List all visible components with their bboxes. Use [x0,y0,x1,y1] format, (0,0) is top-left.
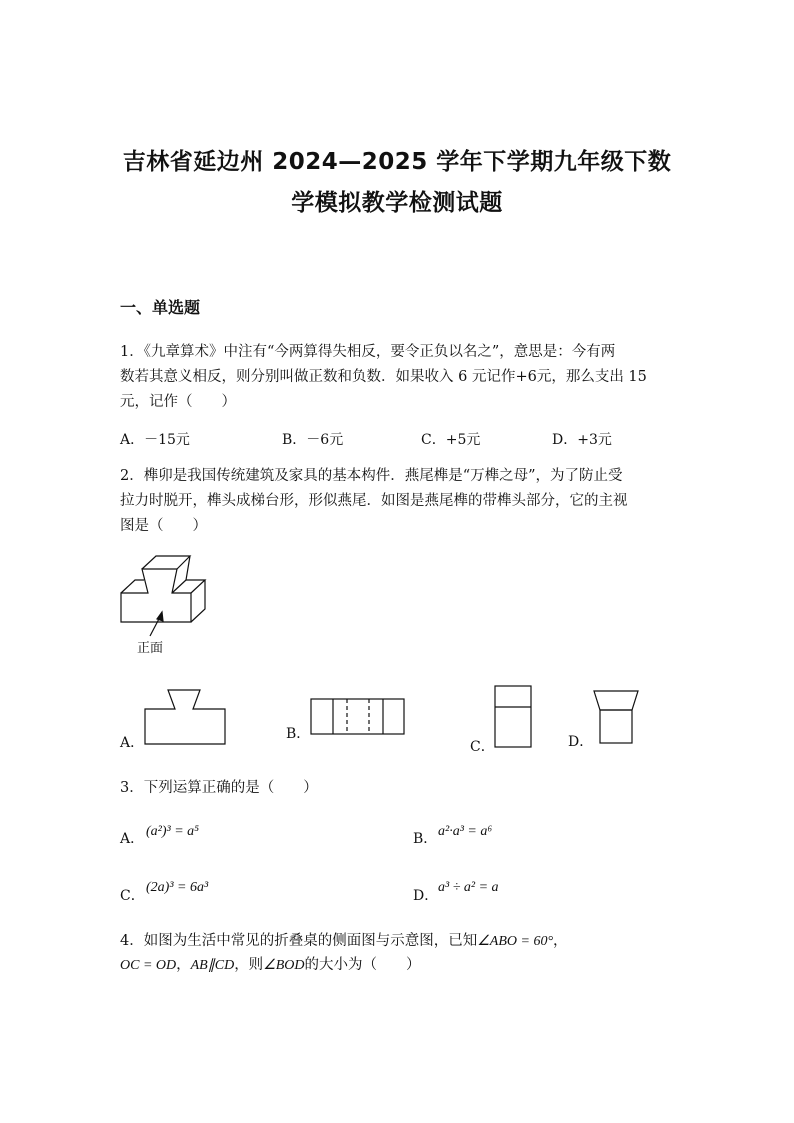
question-3-option-c-expr: (2a)³ = 6a³ [146,880,209,895]
section-heading: 一、单选题 [120,298,201,317]
question-4-sep: ， [176,957,191,973]
question-3-option-c-label: C． [120,888,145,904]
question-1-line-3: 元，记作（ ） [120,394,236,410]
question-1-option-b: B．－6元 [282,432,344,448]
question-2-option-b-label: B． [286,726,311,742]
angle-abo-expr: ∠ABO = 60° [477,934,554,949]
question-4-comma: ， [553,933,568,949]
question-1-option-a: A．－15元 [120,432,190,448]
question-4-text-b: ，则 [234,957,264,973]
question-4-text-a: 4．如图为生活中常见的折叠桌的侧面图与示意图，已知 [120,933,478,949]
question-4-line-1 [120,928,568,955]
question-1-option-d: D．+3元 [552,432,612,448]
ab-parallel-cd-expr: AB∥CD [190,958,235,973]
question-1-line-2: 数若其意义相反，则分别叫做正数和负数．如果收入 6 元记作+6元，那么支出 15 [120,369,647,385]
question-2-option-d-label: D． [568,734,594,750]
question-2-line-2: 拉力时脱开，榫头成梯台形，形似燕尾．如图是燕尾榫的带榫头部分，它的主视 [120,493,628,509]
front-view-label: 正面 [137,641,164,656]
question-3-option-b-label: B． [413,831,438,847]
page-title-line-2: 学模拟教学检测试题 [291,190,503,216]
question-3-option-d-expr: a³ ÷ a² = a [438,880,499,895]
angle-bod-expr: ∠BOD [263,958,305,973]
question-4-line-2 [120,952,421,979]
question-4-text-c: 的大小为（ ） [304,957,421,973]
question-2-option-c-label: C． [470,739,495,755]
question-1-line-1: 1．《九章算术》中注有“今两算得失相反，要令正负以名之”，意思是：今有两 [120,344,616,360]
question-3-option-a-expr: (a²)³ = a⁵ [146,824,200,839]
question-3-option-d-label: D． [413,888,439,904]
question-3-option-a-label: A． [120,831,145,847]
question-1-option-c: C．+5元 [421,432,481,448]
question-2-option-a-label: A． [120,735,145,751]
question-3-option-b-expr: a²·a³ = a⁶ [438,824,493,839]
oc-od-expr: OC = OD [120,958,177,973]
question-3-line-1: 3．下列运算正确的是（ ） [120,780,318,796]
question-2-line-3: 图是（ ） [120,518,207,534]
page-title-line-1: 吉林省延边州 2024—2025 学年下学期九年级下数 [122,149,672,175]
question-2-line-1: 2．榫卯是我国传统建筑及家具的基本构件．燕尾榫是“万榫之母”，为了防止受 [120,468,623,484]
